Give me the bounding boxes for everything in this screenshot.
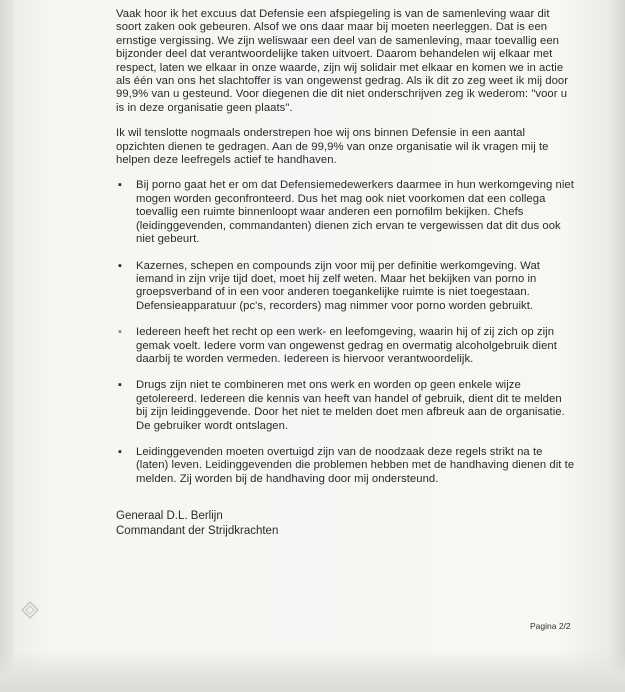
rule-text: Leidinggevenden moeten overtuigd zijn van de noodzaak deze regels strikt na te (laten) leven. Leidinggevenden die problemen hebben met de handhaving dienen dit te melden. Zij worden bij de handhaving door mij ondersteund.	[136, 445, 575, 485]
intro-paragraph: Vaak hoor ik het excuus dat Defensie een afspiegeling is van de samenleving waar dit soort zaken ook gebeuren. Alsof we ons daar maar bij moeten neerleggen. Dat is een ernstige vergissing. We zijn weliswaar een deel van de samenleving, maar toevallig een bijzonder deel dat verantwoordelijke taken uitvoert. Daarom behandelen wij elkaar met respect, laten we elkaar in onze waarde, zijn wij solidair met elkaar en komen we in actie als één van ons het slachtoffer is van ongewenst gedrag. Als ik dit zo zeg weet ik mij door 99,9% van u gesteund. Voor diegenen die dit niet onderschrijven zeg ik wederom: "voor u is in deze organisatie geen plaats".	[116, 8, 569, 114]
sleeve-edge-right	[610, 0, 625, 692]
list-item	[116, 379, 576, 433]
bullet-icon: ▪	[118, 326, 122, 339]
signature-block	[116, 509, 278, 538]
sleeve-bottom-edge	[0, 650, 625, 692]
list-item	[116, 326, 576, 366]
letter-body	[116, 8, 576, 499]
signatory-name: Generaal D.L. Berlijn	[116, 510, 223, 522]
list-item	[116, 179, 576, 246]
sleeve-brand-watermark	[20, 598, 90, 640]
closing-intro-paragraph: Ik wil tenslotte nogmaals onderstrepen hoe wij ons binnen Defensie in een aantal opzichten dienen te gedragen. Aan de 99,9% van onze organisatie wil ik vragen mij te helpen deze leefregels actief te handhaven.	[116, 127, 549, 167]
rule-text: Drugs zijn niet te combineren met ons werk en worden op geen enkele wijze getolereerd. Iedereen die kennis van heeft van handel of gebruik, dient dit te melden bij zijn leidinggevende. Door het niet te melden doet men afbreuk aan de organisatie. De gebruiker wordt ontslagen.	[136, 379, 565, 432]
page-number: Pagina 2/2	[530, 621, 571, 631]
bullet-icon: ▪	[118, 179, 122, 192]
list-item	[116, 260, 576, 314]
sleeve-edge-left	[0, 0, 14, 692]
brand-logo-icon	[20, 600, 40, 620]
signatory-title: Commandant der Strijdkrachten	[116, 524, 279, 537]
rule-text: Bij porno gaat het er om dat Defensiemedewerkers daarmee in hun werkomgeving niet mogen worden geconfronteerd. Dus het mag ook niet voorkomen dat een collega toevallig een ruimte binnenloopt waar anderen een pornofilm bekijken. Chefs (leidinggevenden, commandanten) dienen zich ervan te vergewissen dat dit dus ook niet gebeurt.	[136, 179, 574, 246]
bullet-icon: ▪	[118, 445, 122, 458]
bullet-icon: ▪	[118, 379, 122, 392]
bullet-icon: ▪	[118, 259, 122, 272]
rules-list	[116, 179, 576, 486]
rule-text: Iedereen heeft het recht op een werk- en leefomgeving, waarin hij of zij zich op zijn gemak voelt. Iedere vorm van ongewenst gedrag en overmatig alcoholgebruik dient daarbij te worden vermeden. Iedereen is hiervoor verantwoordelijk.	[136, 326, 557, 365]
rule-text: Kazernes, schepen en compounds zijn voor mij per definitie werkomgeving. Wat iemand in zijn vrije tijd doet, moet hij zelf weten. Maar het bekijken van porno in groepsverband of in een voor anderen toegankelijke ruimte is niet toegestaan. Defensieapparatuur (pc's, recorders) mag nimmer voor porno worden gebruikt.	[136, 259, 540, 312]
list-item	[116, 446, 576, 486]
